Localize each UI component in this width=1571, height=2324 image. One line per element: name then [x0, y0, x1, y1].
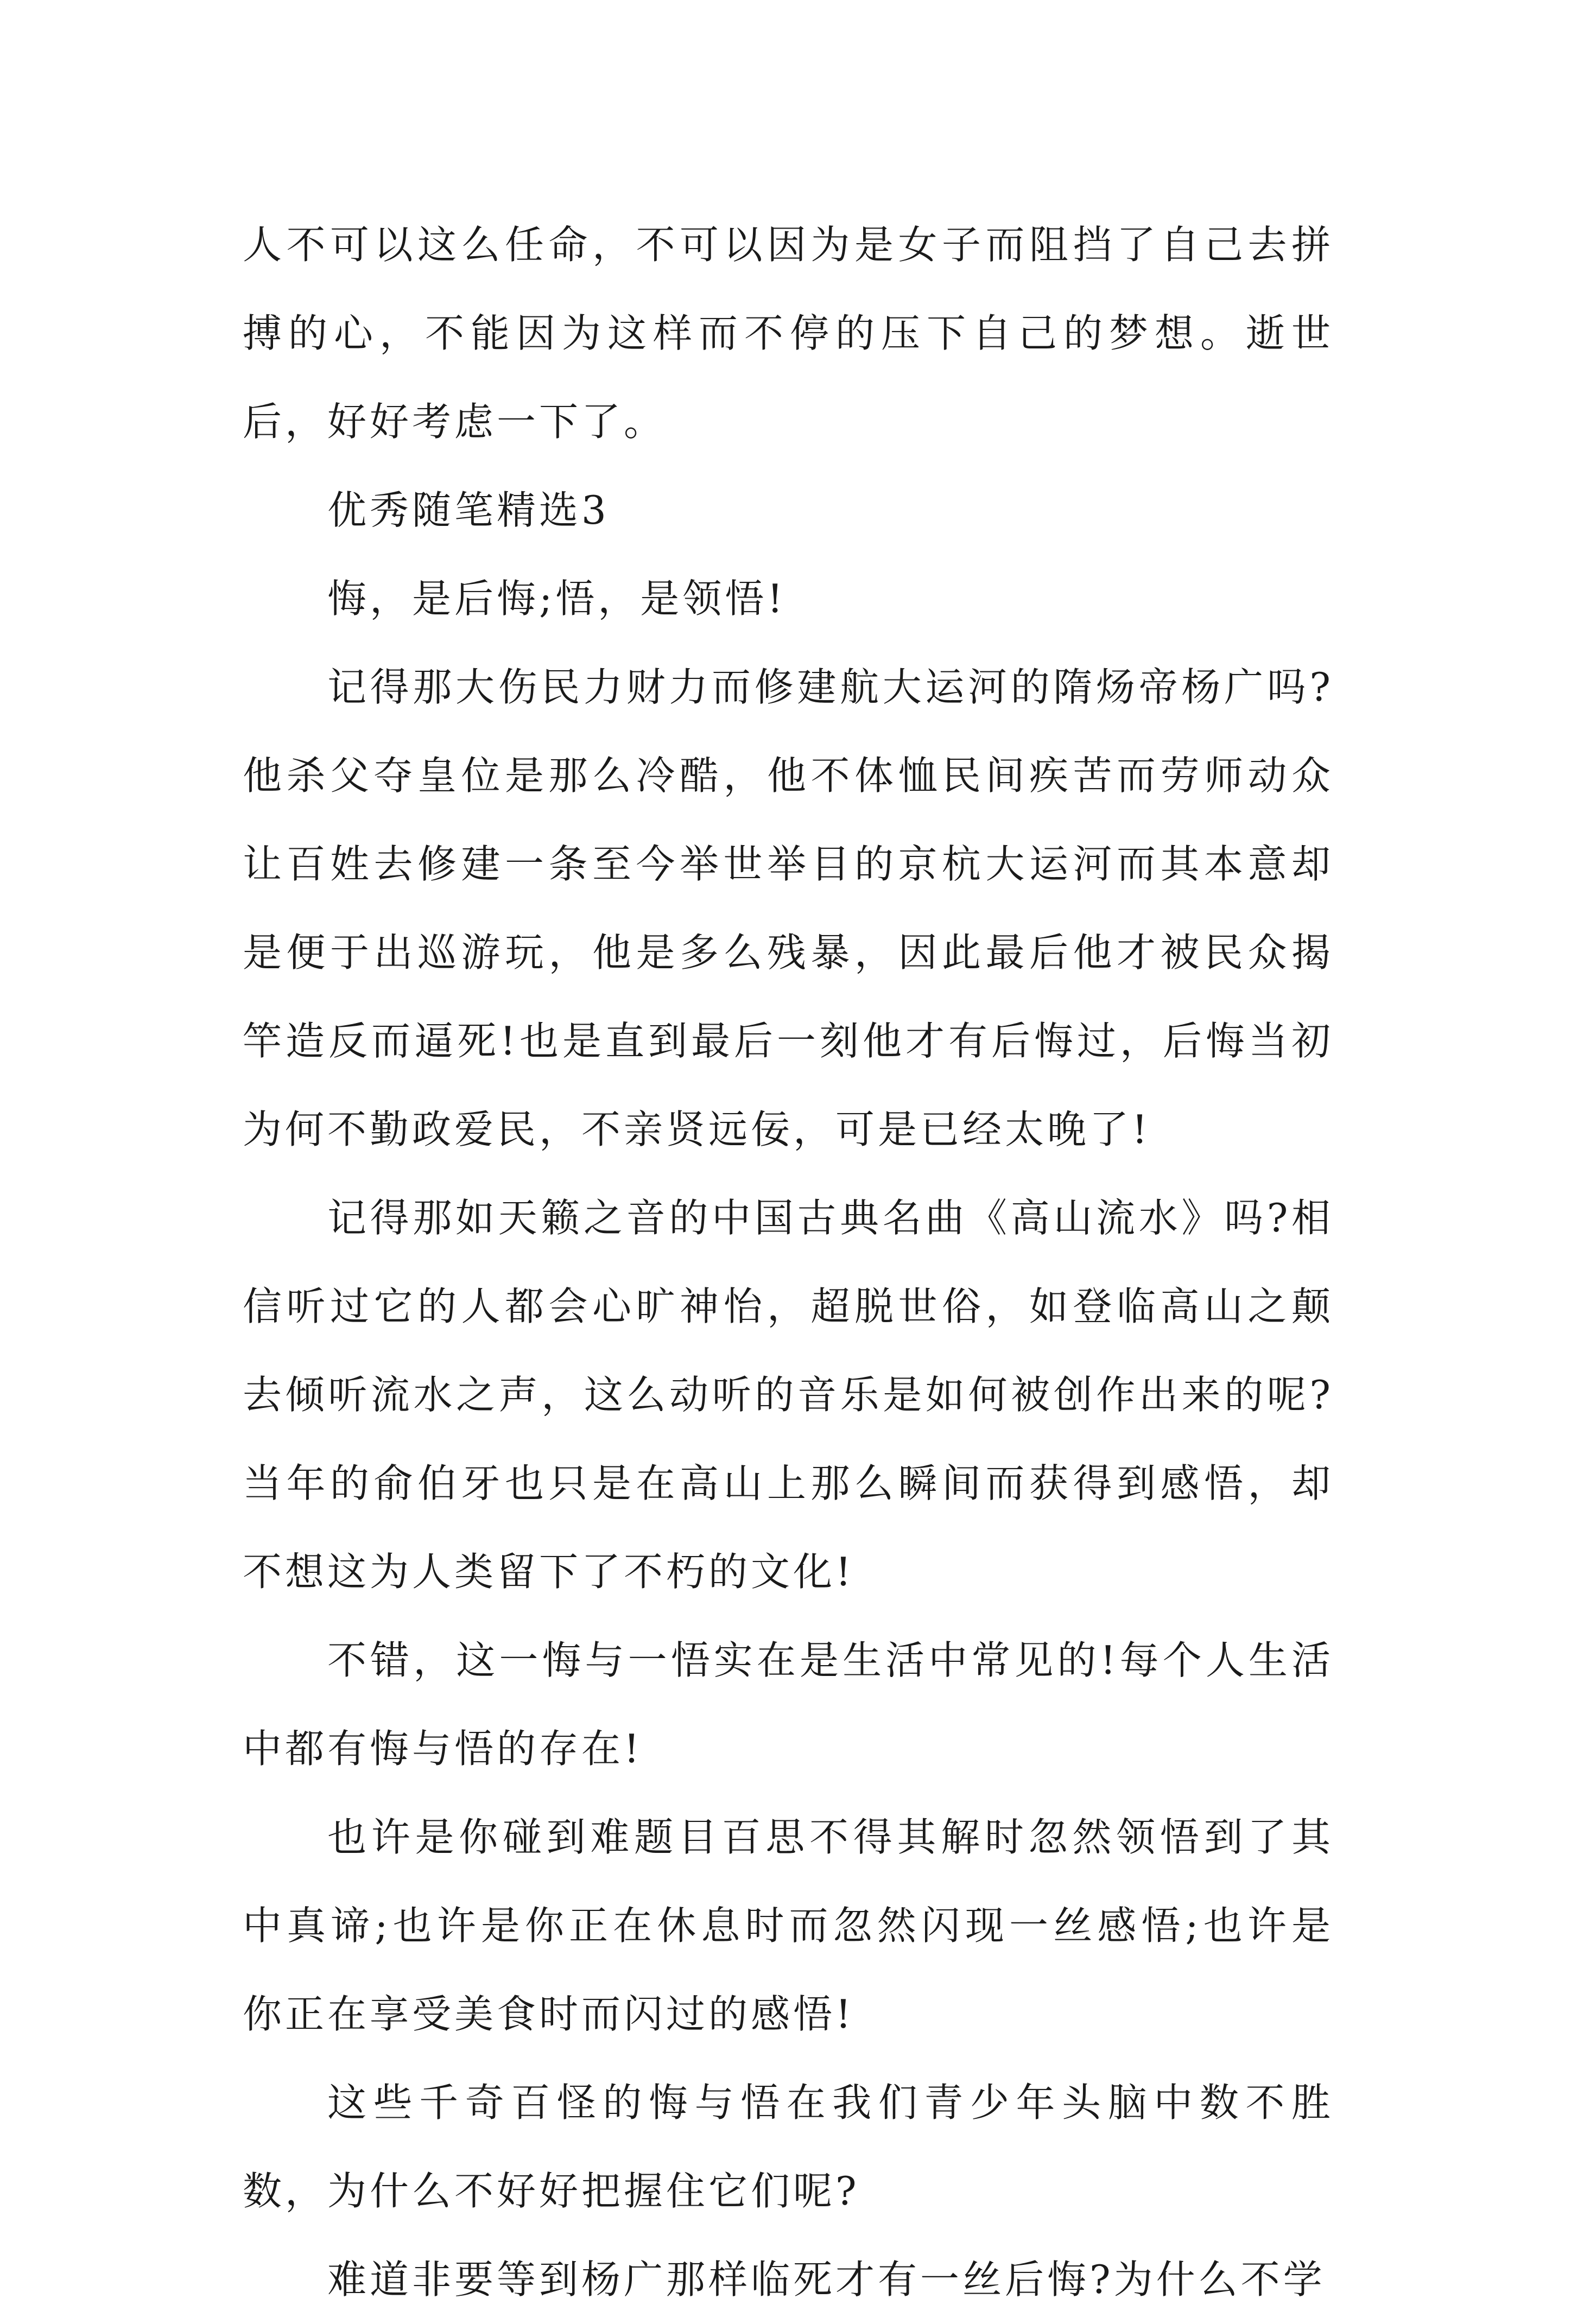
paragraph-8: 难道非要等到杨广那样临死才有一丝后悔?为什么不学	[327, 2257, 1326, 2302]
paragraph-4: 记得那如天籁之音的中国古典名曲《高山流水》吗?相信听过它的人都会心旷神怡，超脱世俗，如登临高山之颠去倾听流水之声，这么动听的音乐是如何被创作出来的呢?当年的俞伯牙也只是在高山上那么瞬间而获得到感悟，却不想这为人类留下了不朽的文化!	[243, 1195, 1334, 1595]
paragraph-1: 人不可以这么任命，不可以因为是女子而阻挡了自己去拼搏的心，不能因为这样而不停的压下自己的梦想。逝世后，好好考虑一下了。	[243, 222, 1334, 445]
paragraph-3: 记得那大伤民力财力而修建航大运河的隋炀帝杨广吗?他杀父夺皇位是那么冷酷，他不体恤民间疾苦而劳师动众让百姓去修建一条至今举世举目的京杭大运河而其本意却是便于出巡游玩，他是多么残暴，因此最后他才被民众揭竿造反而逼死!也是直到最后一刻他才有后悔过，后悔当初为何不勤政爱民，不亲贤远佞，可是已经太晚了!	[243, 664, 1334, 1152]
section-heading: 优秀随笔精选3	[327, 487, 610, 533]
paragraph-6: 也许是你碰到难题目百思不得其解时忽然领悟到了其中真谛;也许是你正在休息时而忽然闪现一丝感悟;也许是你正在享受美食时而闪过的感悟!	[243, 1814, 1334, 2037]
document-body	[243, 201, 1334, 2324]
paragraph-2: 悔，是后悔;悟，是领悟!	[327, 576, 787, 621]
paragraph-7: 这些千奇百怪的悔与悟在我们青少年头脑中数不胜数，为什么不好好把握住它们呢?	[243, 2080, 1334, 2214]
paragraph-5: 不错，这一悔与一悟实在是生活中常见的!每个人生活中都有悔与悟的存在!	[243, 1637, 1334, 1771]
